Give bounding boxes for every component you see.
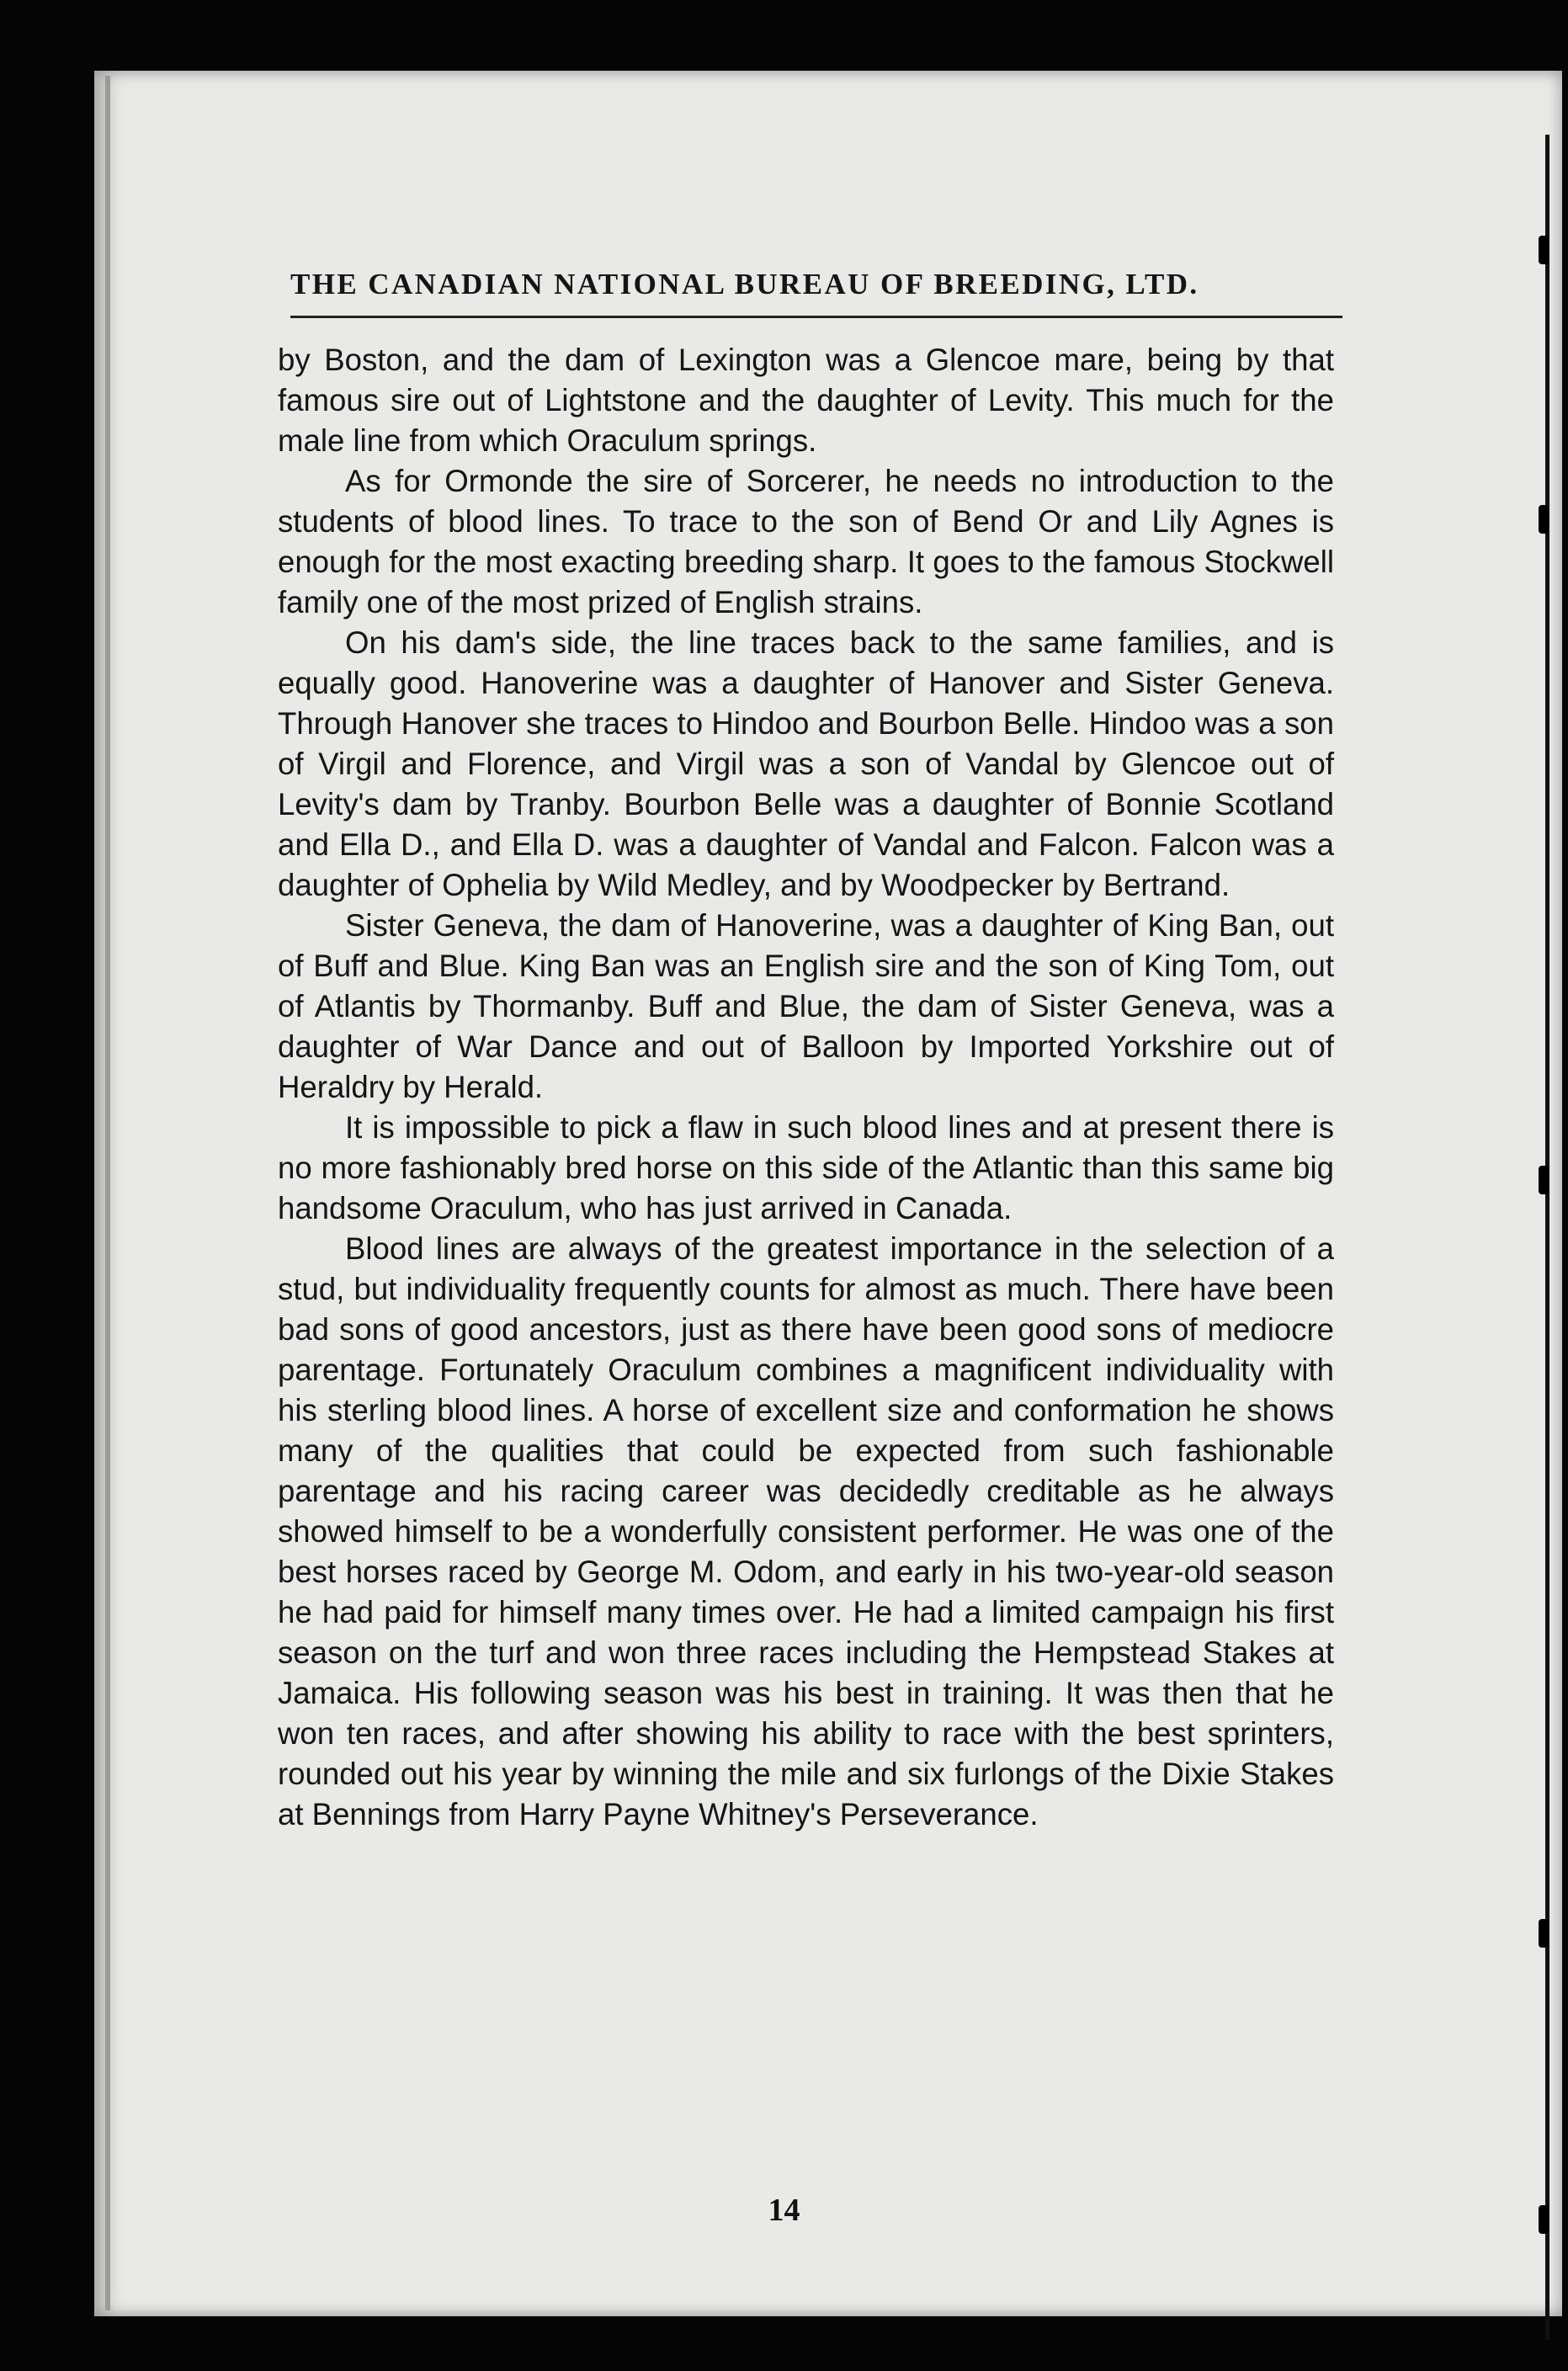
page-number: 14 <box>768 2193 800 2228</box>
binding-mark <box>1539 1166 1549 1194</box>
header-rule <box>290 316 1342 318</box>
paragraph: Sister Geneva, the dam of Hanoverine, was a daughter of King Ban, out of Buff and Blue. King Ban was an English sire and the son of King Tom, out of Atlantis by Thormanby. Buff and Blue, the dam of Sister Geneva, was a daughter of War Dance and out of Balloon by Imported Yorkshire out of Heraldry by Herald. <box>278 908 1334 1104</box>
paragraph: Blood lines are always of the greatest importance in the selection of a stud, but individuality frequently counts for almost as much. There have been bad sons of good ancestors, just as there have been good sons of mediocre parentage. Fortunately Oraculum combines a magnificent individuality with his sterling blood lines. A horse of excellent size and conformation he shows many of the qualities that could be expected from such fashionable parentage and his racing career was decidedly creditable as he always showed himself to be a wonderfully consistent performer. He was one of the best horses raced by George M. Odom, and early in his two-year-old season he had paid for himself many times over. He had a limited campaign his first season on the turf and won three races including the Hempstead Stakes at Jamaica. His following season was his best in training. It was then that he won ten races, and after showing his ability to race with the best sprinters, rounded out his year by winning the mile and six furlongs of the Dixie Stakes at Bennings from Harry Payne Whitney's Perseverance. <box>278 1231 1334 1831</box>
paragraph: As for Ormonde the sire of Sorcerer, he needs no introduction to the students of blood lines. To trace to the son of Bend Or and Lily Agnes is enough for the most exacting breeding sharp. It goes to the famous Stockwell family one of the most prized of English strains. <box>278 464 1334 619</box>
paragraph: On his dam's side, the line traces back to the same families, and is equally good. Hanoverine was a daughter of Hanover and Sister Geneva. Through Hanover she traces to Hindoo and Bourbon Belle. Hindoo was a son of Virgil and Florence, and Virgil was a son of Vandal by Glencoe out of Levity's dam by Tranby. Bourbon Belle was a daughter of Bonnie Scotland and Ella D., and Ella D. was a daughter of Vandal and Falcon. Falcon was a daughter of Ophelia by Wild Medley, and by Woodpecker by Bertrand. <box>278 625 1334 902</box>
page-edge-shadow <box>105 76 110 2310</box>
page-binding-edge <box>1545 135 1549 2340</box>
binding-mark <box>1539 236 1549 264</box>
paragraph: by Boston, and the dam of Lexington was a Glencoe mare, being by that famous sire out of Lightstone and the daughter of Levity. This much for the male line from which Oraculum springs. <box>278 343 1334 458</box>
paragraph: It is impossible to pick a flaw in such blood lines and at present there is no more fashionably bred horse on this side of the Atlantic than this same big handsome Oraculum, who has just arrived in Canada. <box>278 1110 1334 1225</box>
running-header: THE CANADIAN NATIONAL BUREAU OF BREEDING, LTD. <box>290 268 1199 300</box>
binding-mark <box>1539 505 1549 534</box>
body-text <box>278 340 1334 1835</box>
binding-mark <box>1539 1919 1549 1948</box>
